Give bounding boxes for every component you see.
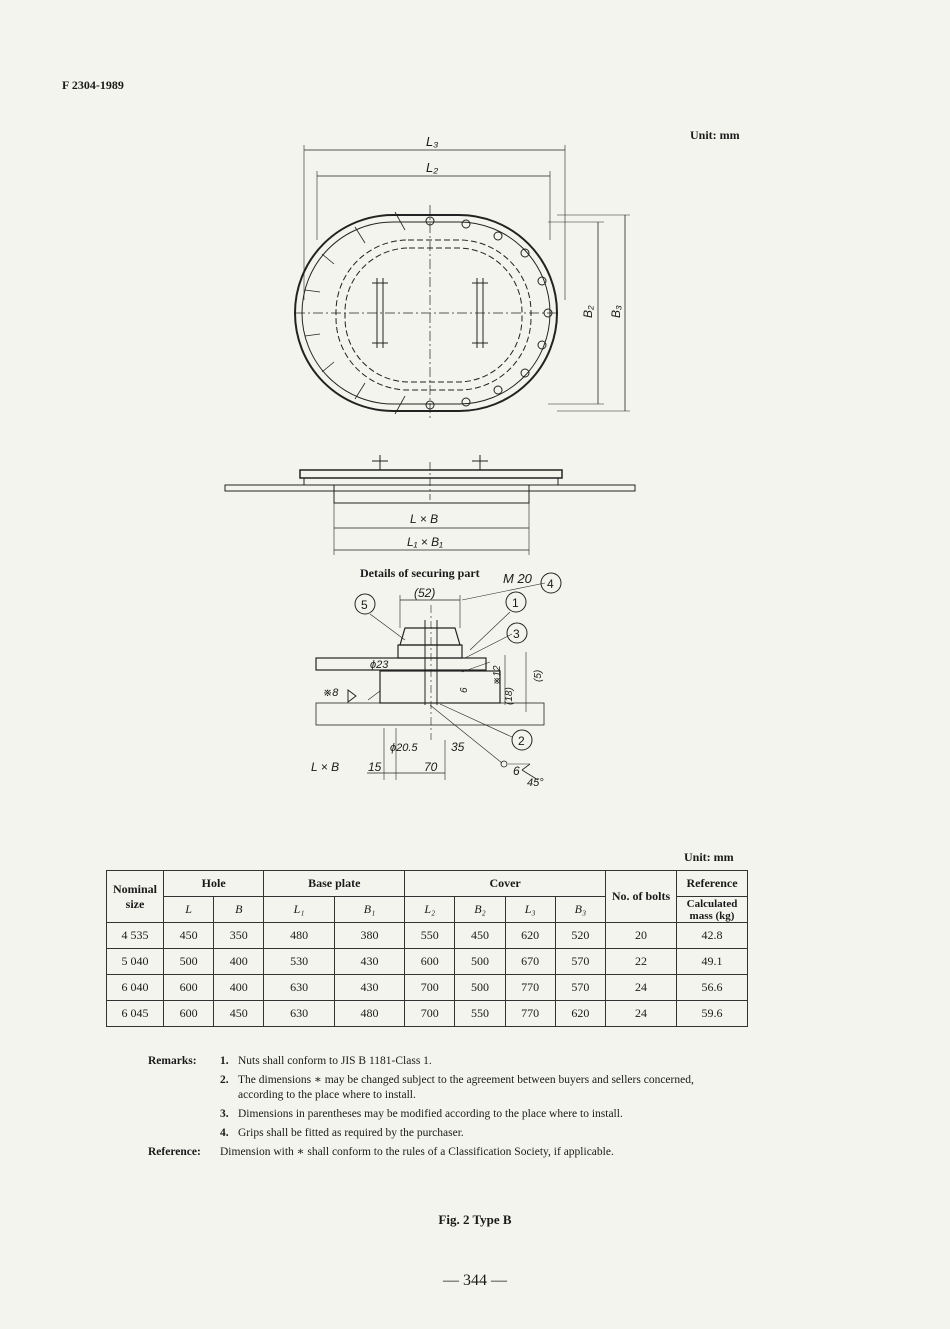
detail-view: [316, 583, 545, 780]
table-row: [107, 975, 748, 1001]
th-cover: Cover: [405, 871, 606, 897]
table-cell: 550: [455, 1001, 505, 1027]
table-cell: 350: [214, 923, 264, 949]
detail-w6: 6: [513, 764, 520, 778]
unit-label-top: Unit: mm: [690, 128, 740, 142]
label-L3: L₃: [426, 134, 439, 149]
remarks-label: [148, 1107, 220, 1122]
th-base-plate: Base plate: [264, 871, 405, 897]
table-cell: 500: [164, 949, 214, 975]
th-sub: B: [214, 897, 264, 923]
th-nominal: Nominal size: [107, 871, 164, 923]
table-cell: 500: [455, 949, 505, 975]
remark-number: 1.: [220, 1055, 229, 1067]
table-cell: 400: [214, 949, 264, 975]
table-cell: 5 040: [107, 949, 164, 975]
reference-label: Reference:: [148, 1146, 201, 1158]
table-cell: 670: [505, 949, 555, 975]
th-sub: L₁: [264, 897, 334, 923]
cover-plate: [300, 470, 562, 478]
detail-c2: 2: [518, 734, 525, 748]
table-row: [107, 923, 748, 949]
table-cell: 770: [505, 975, 555, 1001]
detail-c4: 4: [547, 577, 554, 591]
table-cell: 480: [334, 1001, 404, 1027]
remarks-label: [148, 1126, 220, 1141]
bolt-hole: [494, 386, 502, 394]
doc-number: F 2304-1989: [62, 78, 124, 92]
table-cell: 480: [264, 923, 334, 949]
label-B2: B₂: [581, 305, 595, 318]
th-hole: Hole: [164, 871, 264, 897]
table-cell: 520: [555, 923, 605, 949]
table-cell: 500: [455, 975, 505, 1001]
detail-deck: [316, 703, 544, 725]
table-cell: 42.8: [677, 923, 748, 949]
table-cell: 430: [334, 949, 404, 975]
table-cell: 56.6: [677, 975, 748, 1001]
top-view: [295, 145, 630, 420]
hole-outline: [336, 240, 531, 390]
table-row: [107, 949, 748, 975]
detail-cover: [316, 658, 486, 670]
detail-c5: 5: [361, 598, 368, 612]
detail-base: [380, 671, 500, 703]
table-cell: 600: [164, 1001, 214, 1027]
table-cell: 450: [214, 1001, 264, 1027]
remark-text: The dimensions ∗ may be changed subject to the agreement between buyers and sellers concerned, according to the place where to install.: [238, 1074, 694, 1101]
base-plate: [304, 478, 558, 485]
th-mass: Calculated mass (kg): [677, 897, 748, 923]
bolt-hole: [462, 220, 470, 228]
th-reference: Reference: [677, 871, 748, 897]
remarks-label: [148, 1073, 220, 1103]
th-sub: B₁: [334, 897, 404, 923]
table-cell: 20: [606, 923, 677, 949]
detail-d35: 35: [451, 740, 465, 754]
table-cell: 600: [164, 975, 214, 1001]
th-sub: L₃: [505, 897, 555, 923]
page-number: — 344 —: [443, 1272, 507, 1289]
detail-phi205: ϕ20.5: [390, 742, 418, 754]
remark-text: Nuts shall conform to JIS B 1181-Class 1.: [238, 1055, 432, 1067]
detail-washer: [398, 645, 462, 658]
table-cell: 530: [264, 949, 334, 975]
remark-item: [148, 1073, 708, 1103]
reference-note: [148, 1145, 708, 1160]
detail-p18: (18): [504, 687, 515, 705]
bolt-hole: [538, 277, 546, 285]
detail-p5: (5): [533, 669, 544, 682]
table-cell: 24: [606, 1001, 677, 1027]
th-bolts: No. of bolts: [606, 871, 677, 923]
table-cell: 24: [606, 975, 677, 1001]
table-cell: 550: [405, 923, 455, 949]
remarks-list: [148, 1054, 708, 1141]
base-plate-outline: [345, 248, 522, 382]
table-cell: 450: [455, 923, 505, 949]
table-cell: 570: [555, 949, 605, 975]
table-cell: 600: [405, 949, 455, 975]
table-cell: 770: [505, 1001, 555, 1027]
reference-text: Dimension with ∗ shall conform to the rules of a Classification Society, if applicable.: [220, 1146, 614, 1158]
remark-number: 2.: [220, 1074, 229, 1086]
table-cell: 630: [264, 975, 334, 1001]
table-cell: 700: [405, 1001, 455, 1027]
unit-label-table: Unit: mm: [684, 850, 734, 864]
detail-d70: 70: [424, 760, 438, 774]
bolt-hole: [462, 398, 470, 406]
table-cell: 570: [555, 975, 605, 1001]
table-cell: 6 040: [107, 975, 164, 1001]
th-sub: B₂: [455, 897, 505, 923]
label-B3: B₃: [609, 305, 623, 318]
table-cell: 620: [555, 1001, 605, 1027]
detail-d6: 6: [459, 687, 470, 693]
table-cell: 49.1: [677, 949, 748, 975]
table-cell: 430: [334, 975, 404, 1001]
remark-item: [148, 1126, 708, 1141]
table-cell: 700: [405, 975, 455, 1001]
detail-d15: 15: [368, 760, 382, 774]
table-cell: 6 045: [107, 1001, 164, 1027]
table-cell: 630: [264, 1001, 334, 1027]
detail-d52: (52): [414, 586, 436, 600]
table-cell: 4 535: [107, 923, 164, 949]
bolt-hole: [538, 341, 546, 349]
remark-text: Grips shall be fitted as required by the purchaser.: [238, 1127, 464, 1139]
detail-s8: ※8: [323, 687, 339, 699]
th-sub: L: [164, 897, 214, 923]
figure-caption: Fig. 2 Type B: [438, 1212, 512, 1227]
table-row: [107, 1001, 748, 1027]
detail-c1: 1: [512, 596, 519, 610]
remark-item: [148, 1107, 708, 1122]
coaming: [334, 485, 529, 503]
table-cell: 450: [164, 923, 214, 949]
table-cell: 620: [505, 923, 555, 949]
dimension-table: [106, 870, 748, 1027]
table-cell: 22: [606, 949, 677, 975]
table-body: [107, 923, 748, 1027]
table-cell: 380: [334, 923, 404, 949]
remark-item: [148, 1054, 708, 1069]
detail-s12: ※12: [492, 665, 503, 685]
remarks-label: Remarks:: [148, 1055, 197, 1067]
detail-a45: 45°: [527, 777, 544, 789]
table-cell: 400: [214, 975, 264, 1001]
label-L2: L₂: [426, 160, 439, 175]
remark-number: 4.: [220, 1127, 229, 1139]
remark-text: Dimensions in parentheses may be modified according to the place where to install.: [238, 1108, 623, 1120]
remark-number: 3.: [220, 1108, 229, 1120]
detail-label: Details of securing part: [360, 566, 480, 580]
remarks-block: [148, 1054, 708, 1160]
detail-lxb: L × B: [311, 760, 340, 774]
bolt-hole: [494, 232, 502, 240]
table-cell: 59.6: [677, 1001, 748, 1027]
label-L1xB1: L₁ × B₁: [407, 535, 443, 549]
label-LxB: L × B: [410, 512, 439, 526]
detail-m20: M 20: [503, 571, 532, 586]
th-sub: L₂: [405, 897, 455, 923]
detail-nut: [400, 628, 460, 645]
th-sub: B₃: [555, 897, 605, 923]
detail-phi23: ϕ23: [370, 659, 389, 671]
detail-c3: 3: [513, 627, 520, 641]
